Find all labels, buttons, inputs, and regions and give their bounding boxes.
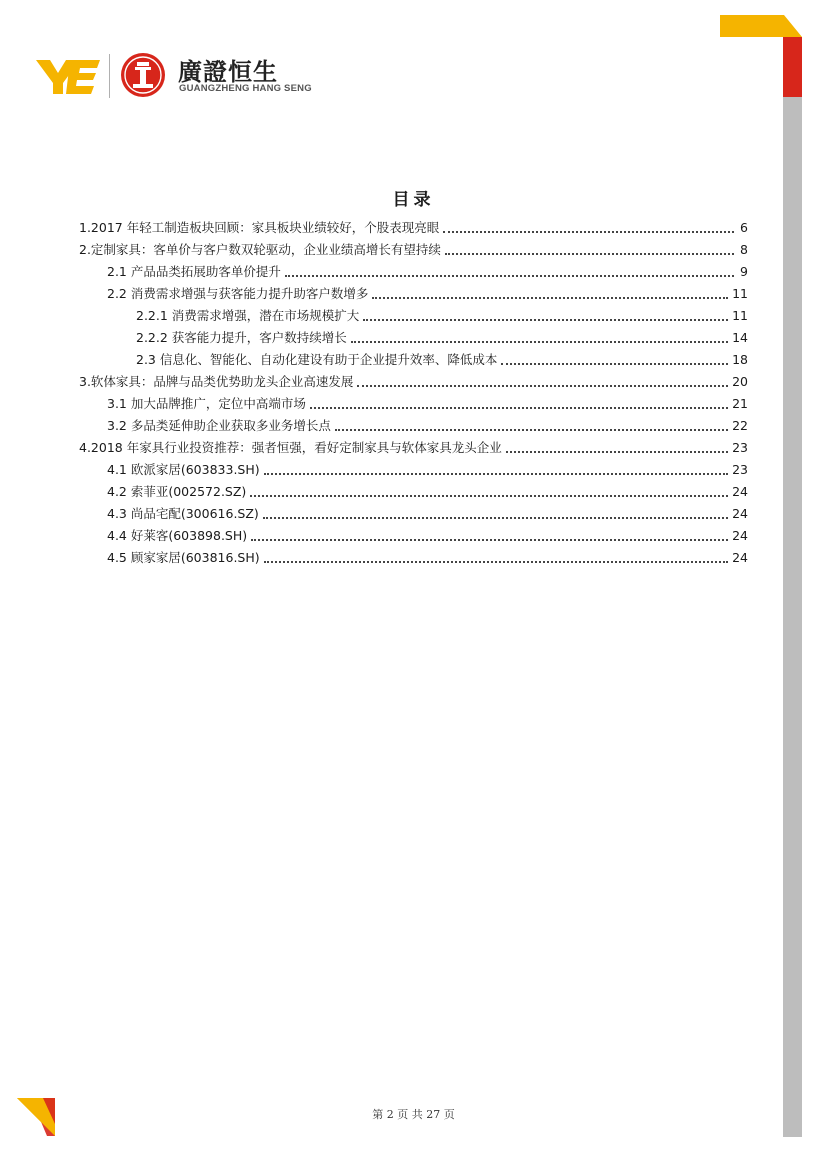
toc-entry-title: 2.2 消费需求增强与获客能力提升助客户数增多 xyxy=(107,286,369,301)
toc-entry[interactable] xyxy=(79,218,748,238)
toc-entry-title: 4.2 索菲亚(002572.SZ) xyxy=(107,484,247,499)
toc-leader-dots xyxy=(250,495,728,497)
toc-entry-title: 4.2018 年家具行业投资推荐：强者恒强，看好定制家具与软体家具龙头企业 xyxy=(79,440,502,455)
toc-entry-title: 2.2.2 获客能力提升，客户数持续增长 xyxy=(136,330,347,345)
corner-tab-decoration xyxy=(720,15,802,37)
side-accent-gray xyxy=(783,97,802,1137)
toc-title: 目录 xyxy=(392,190,435,210)
toc-entry[interactable] xyxy=(136,306,748,326)
toc-entry-page: 23 xyxy=(732,440,748,455)
toc-leader-dots xyxy=(264,473,728,475)
toc-entry[interactable] xyxy=(107,482,748,502)
toc-entry-title: 4.1 欧派家居(603833.SH) xyxy=(107,462,260,477)
side-accent-red xyxy=(783,37,802,97)
toc-entry[interactable] xyxy=(79,372,748,392)
toc-leader-dots xyxy=(351,341,728,343)
toc-entry-page: 23 xyxy=(732,462,748,477)
toc-entry-page: 11 xyxy=(732,286,748,301)
toc-entry[interactable] xyxy=(79,438,748,458)
toc-leader-dots xyxy=(285,275,734,277)
toc-entry[interactable] xyxy=(136,328,748,348)
toc-entry[interactable] xyxy=(107,460,748,480)
logo-divider xyxy=(109,54,110,98)
toc-entry-page: 18 xyxy=(732,352,748,367)
toc-leader-dots xyxy=(263,517,728,519)
toc-leader-dots xyxy=(445,253,734,255)
toc-leader-dots xyxy=(506,451,728,453)
toc-entry-page: 24 xyxy=(732,506,748,521)
toc-entry-title: 3.软体家具：品牌与品类优势助龙头企业高速发展 xyxy=(79,374,354,389)
toc-entry-title: 3.2 多品类延伸助企业获取多业务增长点 xyxy=(107,418,331,433)
toc-entry-page: 8 xyxy=(740,242,748,257)
toc-entry-title: 2.1 产品品类拓展助客单价提升 xyxy=(107,264,281,279)
toc-entry-title: 2.定制家具：客单价与客户数双轮驱动，企业业绩高增长有望持续 xyxy=(79,242,441,257)
toc-leader-dots xyxy=(363,319,728,321)
toc-entry-title: 3.1 加大品牌推广，定位中高端市场 xyxy=(107,396,306,411)
toc-leader-dots xyxy=(501,363,728,365)
toc-entry-title: 2.3 信息化、智能化、自动化建设有助于企业提升效率、降低成本 xyxy=(136,352,498,367)
toc-leader-dots xyxy=(357,385,728,387)
toc-entry-page: 6 xyxy=(740,220,748,235)
toc-leader-dots xyxy=(264,561,728,563)
seal-logo-icon xyxy=(120,52,166,98)
toc-entry-page: 22 xyxy=(732,418,748,433)
brand-name-en: GUANGZHENG HANG SENG xyxy=(179,83,312,94)
toc-entry[interactable] xyxy=(107,262,748,282)
toc-entry-page: 21 xyxy=(732,396,748,411)
toc-leader-dots xyxy=(443,231,734,233)
toc-entry-page: 24 xyxy=(732,528,748,543)
toc-entry-page: 24 xyxy=(732,484,748,499)
toc-entry[interactable] xyxy=(107,504,748,524)
toc-entry-page: 14 xyxy=(732,330,748,345)
toc-entry-title: 2.2.1 消费需求增强，潜在市场规模扩大 xyxy=(136,308,360,323)
brand-name-cn: 廣證恒生 xyxy=(178,58,278,86)
toc-entry-page: 9 xyxy=(740,264,748,279)
toc-entry[interactable] xyxy=(79,240,748,260)
toc-entry[interactable] xyxy=(107,526,748,546)
toc-entry[interactable] xyxy=(107,416,748,436)
toc-leader-dots xyxy=(335,429,728,431)
toc-entry-page: 20 xyxy=(732,374,748,389)
toc-entry-title: 4.3 尚品宅配(300616.SZ) xyxy=(107,506,259,521)
page-footer: 第 2 页 共 27 页 xyxy=(372,1108,455,1121)
toc-entry-page: 24 xyxy=(732,550,748,565)
toc-entry[interactable] xyxy=(136,350,748,370)
toc-entry-page: 11 xyxy=(732,308,748,323)
toc-entry-title: 1.2017 年轻工制造板块回顾：家具板块业绩较好，个股表现亮眼 xyxy=(79,220,440,235)
ye-logo-icon xyxy=(36,56,100,96)
toc-leader-dots xyxy=(310,407,728,409)
toc-entry-title: 4.4 好莱客(603898.SH) xyxy=(107,528,248,543)
toc-entry[interactable] xyxy=(107,284,748,304)
toc-entry[interactable] xyxy=(107,548,748,568)
toc-entry-title: 4.5 顾家家居(603816.SH) xyxy=(107,550,260,565)
toc-leader-dots xyxy=(251,539,728,541)
toc-entry[interactable] xyxy=(107,394,748,414)
toc-leader-dots xyxy=(372,297,728,299)
